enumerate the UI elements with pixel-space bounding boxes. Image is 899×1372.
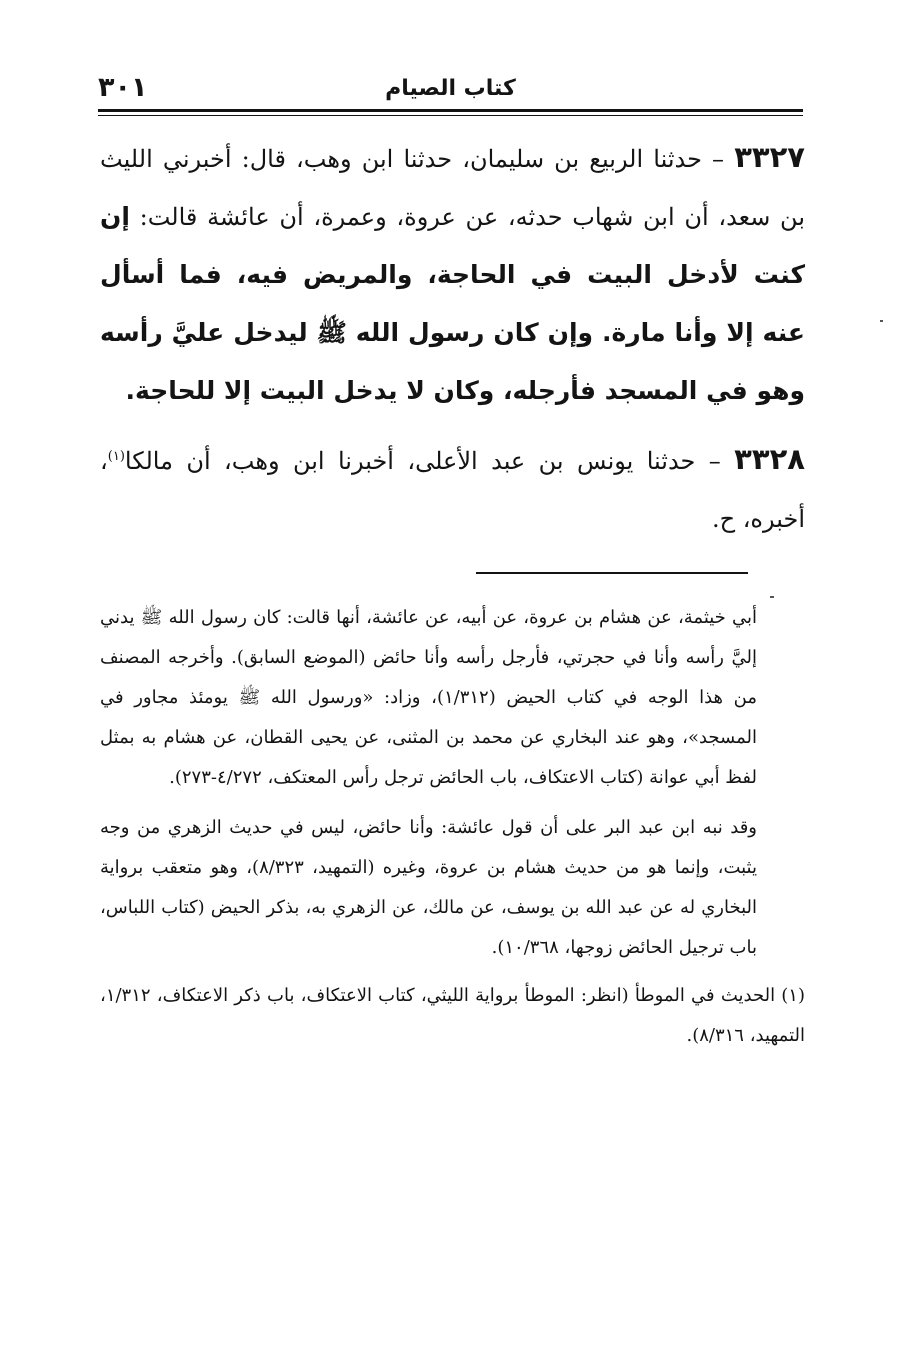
scan-speck	[880, 320, 883, 322]
hadith-isnad: – حدثنا الربيع بن سليمان، حدثنا ابن وهب، قال: أخبرني الليث بن سعد، أن ابن شهاب حدثه، عن عروة، وعمرة، أن عائشة قالت:	[100, 145, 805, 231]
footnote-separator	[476, 572, 748, 574]
hadith-3328	[100, 430, 805, 548]
hadith-text: – حدثنا يونس بن عبد الأعلى، أخبرنا ابن وهب، أن مالكا	[124, 447, 721, 475]
header-rule-thick	[98, 109, 803, 112]
footnotes	[100, 598, 805, 1056]
hadith-matn: إن كنت لأدخل البيت في الحاجة، والمريض فيه، فما أسأل عنه إلا وأنا مارة. وإن كان رسول الله ﷺ ليدخل عليَّ رأسه وهو في المسجد فأرجله، وكان لا يدخل البيت إلا للحاجة.	[100, 202, 805, 405]
header-rule-thin	[98, 115, 803, 116]
hadith-3327	[100, 128, 805, 420]
hadith-number: ٣٣٢٧	[734, 140, 805, 174]
footnote-1: (١) الحديث في الموطأ (انظر: الموطأ برواية الليثي، كتاب الاعتكاف، باب ذكر الاعتكاف، ١/٣١٢، التمهيد، ٨/٣١٦).	[100, 985, 805, 1046]
page-header	[98, 70, 803, 114]
footnote-reference: (١)	[107, 449, 125, 464]
hadith-text-end: ، أخبره، ح.	[100, 447, 805, 533]
footnote-continuation: وقد نبه ابن عبد البر على أن قول عائشة: وأنا حائض، ليس في حديث الزهري من وجه يثبت، وإنما هو من حديث هشام بن عروة، وغيره (التمهيد، ٨/٣٢٣)، وهو متعقب برواية البخاري له عن عبد الله بن يوسف، عن مالك، عن الزهري به، بذكر الحيض (كتاب اللباس، باب ترجيل الحائض زوجها، ١٠/٣٦٨).	[100, 817, 757, 958]
hadith-number: ٣٣٢٨	[734, 442, 805, 476]
continuation-mark	[770, 596, 774, 598]
running-title: كتاب الصيام	[385, 76, 516, 101]
main-text	[100, 128, 805, 548]
footnote-continuation: أبي خيثمة، عن هشام بن عروة، عن أبيه، عن عائشة، أنها قالت: كان رسول الله ﷺ يدني إليَّ رأسه وأنا في حجرتي، فأرجل رأسه وأنا حائض (الموضع السابق). وأخرجه المصنف من هذا الوجه في كتاب الحيض (١/٣١٢)، وزاد: «ورسول الله ﷺ يومئذ مجاور في المسجد»، وهو عند البخاري عن محمد بن المثنى، عن يحيى القطان، عن هشام به بمثل لفظ أبي عوانة (كتاب الاعتكاف، باب الحائض ترجل رأس المعتكف، ٤/٢٧٢-٢٧٣).	[100, 607, 757, 788]
page-number: ٣٠١	[98, 72, 148, 103]
